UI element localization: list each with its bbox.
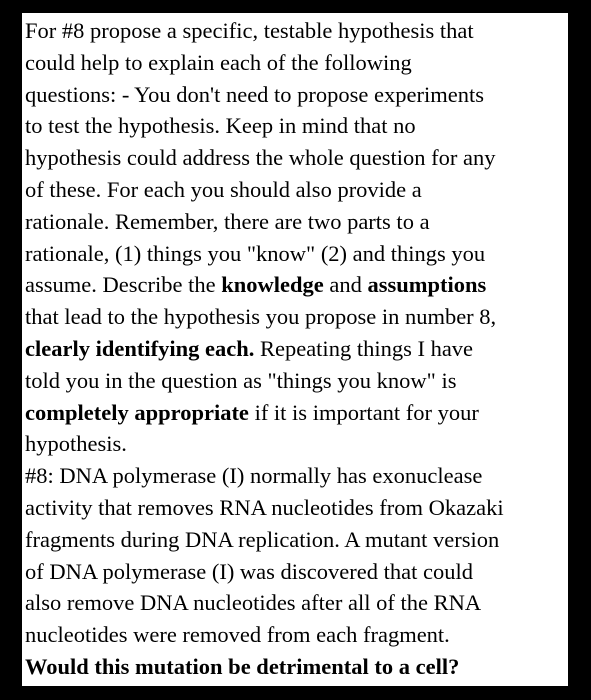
text-line <box>25 269 568 301</box>
text-line <box>25 301 568 333</box>
bold-text-segment: Would this mutation be detrimental to a cell? <box>25 653 460 679</box>
text-line <box>25 79 568 111</box>
text-line <box>25 206 568 238</box>
text-line <box>25 365 568 397</box>
text-segment: rationale, (1) things you "know" (2) and things you <box>25 240 486 266</box>
text-segment: of DNA polymerase (I) was discovered that could <box>25 558 473 584</box>
text-segment: could help to explain each of the following <box>25 49 412 75</box>
text-line <box>25 142 568 174</box>
bold-text-segment: completely appropriate <box>25 399 249 425</box>
text-line <box>25 238 568 270</box>
text-segment: to test the hypothesis. Keep in mind that no <box>25 113 416 139</box>
text-segment: For #8 propose a specific, testable hypothesis that <box>25 18 474 43</box>
text-line <box>25 460 568 492</box>
text-segment: of these. For each you should also provide a <box>25 176 422 202</box>
text-segment: also remove DNA nucleotides after all of the RNA <box>25 590 482 616</box>
document-text <box>25 15 568 683</box>
text-line <box>25 47 568 79</box>
text-segment: rationale. Remember, there are two parts to a <box>25 208 430 234</box>
text-line <box>25 524 568 556</box>
bold-text-segment: assumptions <box>367 272 487 298</box>
text-line <box>25 15 568 47</box>
text-segment: #8: DNA polymerase (I) normally has exonuclease <box>25 463 483 489</box>
text-segment: that lead to the hypothesis you propose in number 8, <box>25 304 497 330</box>
text-segment: fragments during DNA replication. A mutant version <box>25 526 500 552</box>
text-line <box>25 428 568 460</box>
text-segment: hypothesis could address the whole question for any <box>25 145 496 171</box>
document-panel <box>22 13 568 686</box>
text-segment: assume. Describe the <box>25 272 222 298</box>
text-segment: if it is important for your <box>248 399 479 425</box>
bold-text-segment: knowledge <box>221 272 324 298</box>
text-line <box>25 110 568 142</box>
text-segment: nucleotides were removed from each fragment. <box>25 622 450 648</box>
text-segment: and <box>323 272 368 298</box>
text-line <box>25 619 568 651</box>
text-line <box>25 556 568 588</box>
text-segment: told you in the question as "things you know" is <box>25 367 457 393</box>
text-segment: Repeating things I have <box>254 335 474 361</box>
text-line <box>25 333 568 365</box>
text-segment: questions: - You don't need to propose experiments <box>25 81 485 107</box>
bold-text-segment: clearly identifying each. <box>25 335 255 361</box>
text-line <box>25 651 568 683</box>
text-line <box>25 174 568 206</box>
text-segment: activity that removes RNA nucleotides from Okazaki <box>25 494 504 520</box>
text-segment: hypothesis. <box>25 431 127 457</box>
text-line <box>25 492 568 524</box>
text-line <box>25 397 568 429</box>
text-line <box>25 587 568 619</box>
